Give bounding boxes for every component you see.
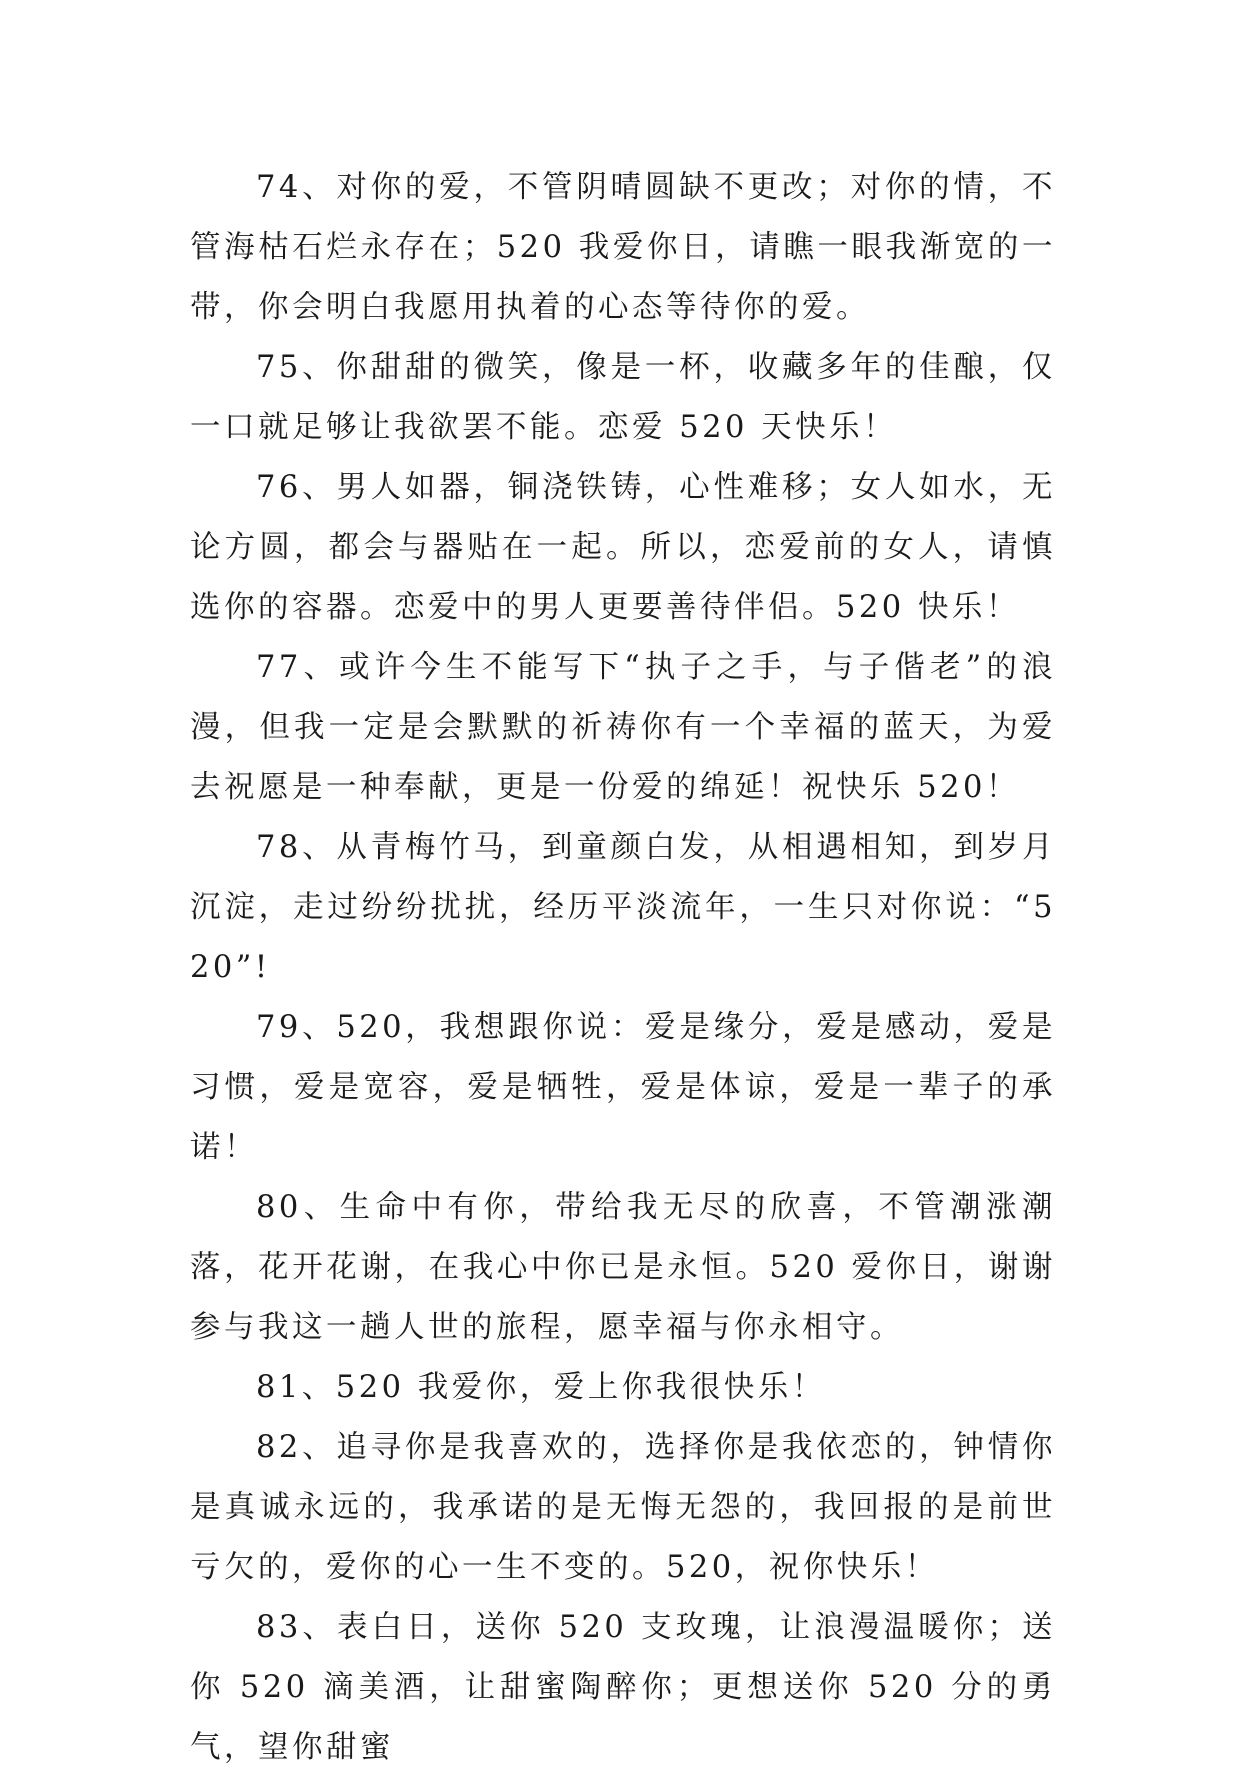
- paragraph-75: 75、你甜甜的微笑，像是一杯，收藏多年的佳酿，仅一口就足够让我欲罢不能。恋爱 520 天快乐！: [190, 350, 1056, 445]
- paragraph-81: 81、520 我爱你，爱上你我很快乐！: [256, 1370, 826, 1405]
- paragraph-80: 80、生命中有你，带给我无尽的欣喜，不管潮涨潮落，花开花谢，在我心中你已是永恒。520 爱你日，谢谢参与我这一趟人世的旅程，愿幸福与你永相守。: [190, 1190, 1056, 1345]
- paragraph-76: 76、男人如器，铜浇铁铸，心性难移；女人如水，无论方圆，都会与器贴在一起。所以，恋爱前的女人，请慎选你的容器。恋爱中的男人更要善待伴侣。520 快乐！: [190, 470, 1056, 625]
- paragraph-82: 82、追寻你是我喜欢的，选择你是我依恋的，钟情你是真诚永远的，我承诺的是无悔无怨的，我回报的是前世亏欠的，爱你的心一生不变的。520，祝你快乐！: [190, 1430, 1056, 1585]
- paragraph-77: 77、或许今生不能写下“执子之手，与子偕老”的浪漫，但我一定是会默默的祈祷你有一个幸福的蓝天，为爱去祝愿是一种奉献，更是一份爱的绵延！祝快乐 520！: [190, 650, 1056, 805]
- paragraph-78: 78、从青梅竹马，到童颜白发，从相遇相知，到岁月沉淀，走过纷纷扰扰，经历平淡流年，一生只对你说：“520”!: [190, 830, 1056, 985]
- paragraph-74: 74、对你的爱，不管阴晴圆缺不更改；对你的情，不管海枯石烂永存在；520 我爱你日，请瞧一眼我渐宽的一带，你会明白我愿用执着的心态等待你的爱。: [190, 170, 1056, 325]
- paragraph-79: 79、520，我想跟你说：爱是缘分，爱是感动，爱是习惯，爱是宽容，爱是牺牲，爱是体谅，爱是一辈子的承诺！: [190, 1010, 1056, 1165]
- paragraph-83: 83、表白日，送你 520 支玫瑰，让浪漫温暖你；送你 520 滴美酒，让甜蜜陶醉你；更想送你 520 分的勇气，望你甜蜜: [190, 1610, 1056, 1765]
- document-body: [190, 158, 1056, 1778]
